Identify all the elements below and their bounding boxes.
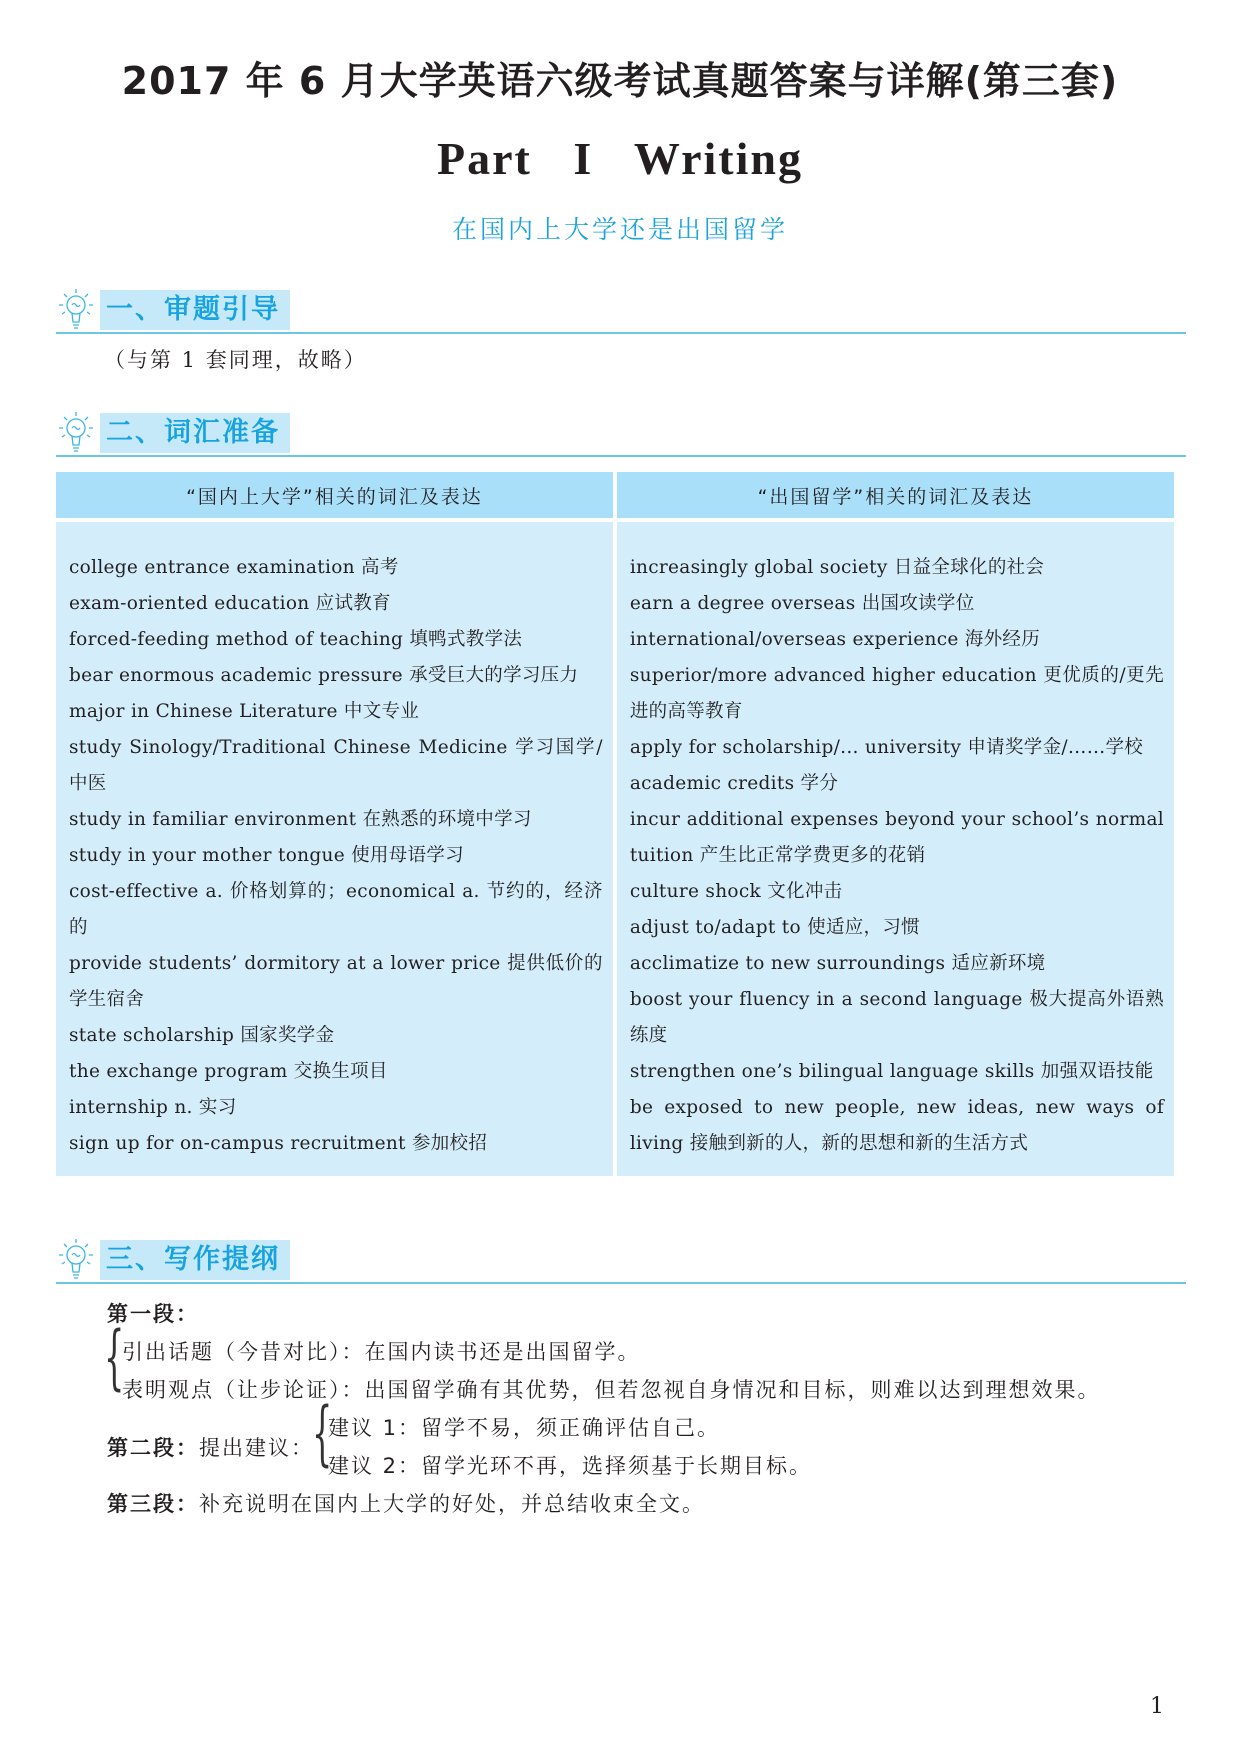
brace: { xyxy=(104,1315,125,1399)
brace: { xyxy=(312,1391,333,1475)
page-number: 1 xyxy=(1150,1694,1164,1719)
vocab-item: cost-effective a. 价格划算的；economical a. 节约的，经济的 xyxy=(69,881,603,938)
vocab-item: college entrance examination 高考 xyxy=(69,557,399,578)
vocab-item: internship n. 实习 xyxy=(69,1097,237,1118)
section-note: （与第 1 套同理，故略） xyxy=(104,348,367,372)
outline-p2-item: 建议 1：留学不易，须正确评估自己。 xyxy=(328,1416,721,1440)
part-heading: Part I Writing xyxy=(437,133,803,184)
vocab-item: major in Chinese Literature 中文专业 xyxy=(69,701,420,722)
section-label: 二、词汇准备 xyxy=(100,413,290,453)
vocab-column-domestic xyxy=(56,522,613,1176)
section-heading-1 xyxy=(56,286,1186,334)
vocab-item: superior/more advanced higher education 更优质的/更先进的高等教育 xyxy=(629,665,1164,722)
vocab-item: incur additional expenses beyond your school’s normal tuition 产生比正常学费更多的花销 xyxy=(629,809,1164,866)
vocab-item: exam-oriented education 应试教育 xyxy=(69,593,391,614)
topic-subtitle: 在国内上大学还是出国留学 xyxy=(451,215,788,244)
vocab-item: study Sinology/Traditional Chinese Medicine 学习国学/中医 xyxy=(69,737,603,794)
section-label: 三、写作提纲 xyxy=(100,1240,290,1280)
outline-p1-item: 表明观点（让步论证）：出国留学确有其优势，但若忽视自身情况和目标，则难以达到理想效果。 xyxy=(122,1378,1101,1402)
vocab-item: apply for scholarship/... university 申请奖学金/……学校 xyxy=(629,737,1144,758)
outline-p2-item: 建议 2：留学光环不再，选择须基于长期目标。 xyxy=(328,1454,813,1478)
outline-p2-text: 提出建议： xyxy=(199,1436,314,1460)
section-label: 一、审题引导 xyxy=(100,290,290,330)
vocab-item: sign up for on-campus recruitment 参加校招 xyxy=(69,1133,488,1154)
outline-p1-item: 引出话题（今昔对比）：在国内读书还是出国留学。 xyxy=(122,1340,641,1364)
vocab-item: boost your fluency in a second language 极大提高外语熟练度 xyxy=(629,989,1164,1046)
section-heading-3 xyxy=(56,1236,1186,1284)
vocab-table xyxy=(52,472,1178,1176)
vocab-item: bear enormous academic pressure 承受巨大的学习压力 xyxy=(69,665,579,686)
vocab-item: study in familiar environment 在熟悉的环境中学习 xyxy=(69,809,532,830)
section-heading-2 xyxy=(56,409,1186,457)
lightbulb-icon xyxy=(56,409,96,455)
vocab-item: international/overseas experience 海外经历 xyxy=(629,629,1041,650)
column-header: “国内上大学”相关的词汇及表达 xyxy=(56,472,613,522)
vocab-item: adjust to/adapt to 使适应，习惯 xyxy=(629,917,920,938)
vocab-item: earn a degree overseas 出国攻读学位 xyxy=(629,593,975,614)
outline-p3-text: 补充说明在国内上大学的好处，并总结收束全文。 xyxy=(199,1492,705,1516)
vocab-item: study in your mother tongue 使用母语学习 xyxy=(69,845,464,866)
vocab-item: forced-feeding method of teaching 填鸭式教学法 xyxy=(69,629,523,650)
vocab-item: provide students’ dormitory at a lower price 提供低价的学生宿舍 xyxy=(69,953,603,1010)
lightbulb-icon xyxy=(56,286,96,332)
vocab-item: strengthen one’s bilingual language skills 加强双语技能 xyxy=(629,1061,1154,1082)
vocab-item: increasingly global society 日益全球化的社会 xyxy=(629,557,1045,578)
vocab-item: the exchange program 交换生项目 xyxy=(69,1061,388,1082)
document-title: 2017 年 6 月大学英语六级考试真题答案与详解(第三套) xyxy=(121,59,1119,103)
vocab-item: state scholarship 国家奖学金 xyxy=(69,1025,335,1046)
outline-p2-label: 第二段： xyxy=(107,1436,199,1460)
outline-p3-label: 第三段： xyxy=(107,1492,199,1516)
vocab-item: academic credits 学分 xyxy=(629,773,839,794)
vocab-column-abroad xyxy=(617,522,1174,1176)
vocab-item: acclimatize to new surroundings 适应新环境 xyxy=(629,953,1046,974)
lightbulb-icon xyxy=(56,1236,96,1282)
vocab-item: be exposed to new people, new ideas, new ways of living 接触到新的人，新的思想和新的生活方式 xyxy=(629,1097,1164,1154)
outline-p1-label: 第一段： xyxy=(107,1302,199,1326)
column-header: “出国留学”相关的词汇及表达 xyxy=(617,472,1174,522)
vocab-item: culture shock 文化冲击 xyxy=(629,881,843,902)
